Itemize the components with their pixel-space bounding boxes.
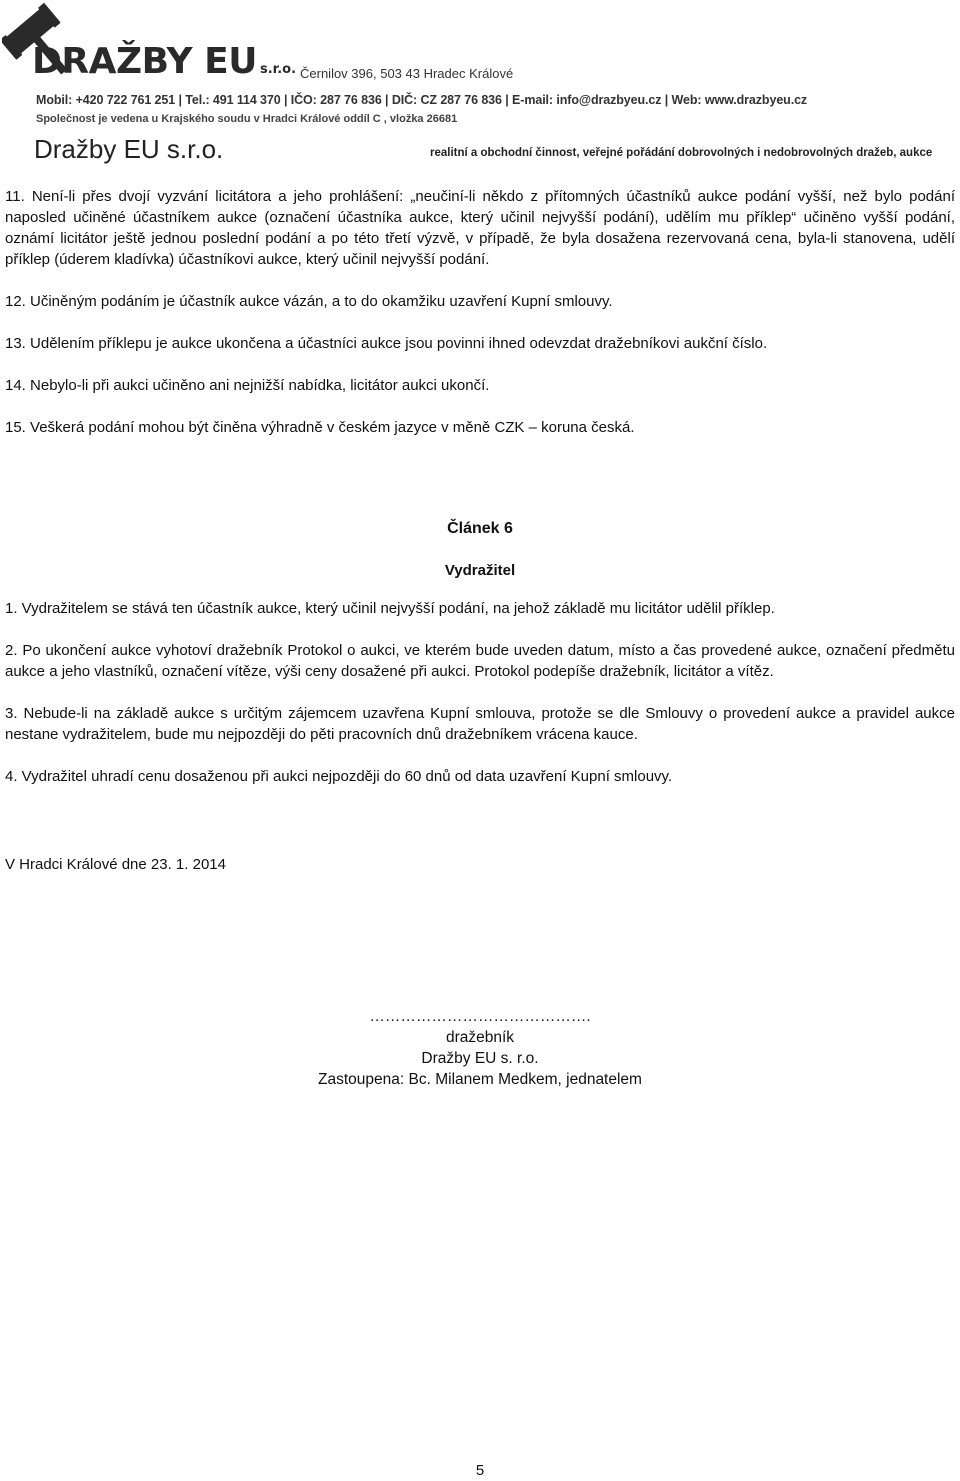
signature-dots: ……………………………………. xyxy=(369,1008,591,1025)
article-title: Článek 6 xyxy=(447,520,513,537)
tagline: realitní a obchodní činnost, veřejné pořádání dobrovolných i nedobrovolných dražeb, aukce xyxy=(430,147,933,159)
company-address: Černilov 396, 503 43 Hradec Králové xyxy=(300,66,514,81)
brand-logo-text xyxy=(32,41,297,82)
sub-brand: Dražby EU s.r.o. xyxy=(34,134,224,164)
brand-name: DRAŽBY EU xyxy=(32,41,257,82)
paragraph-15: 15. Veškerá podání mohou být činěna výhradně v českém jazyce v měně CZK – koruna česká. xyxy=(5,419,635,436)
terms-section xyxy=(5,186,955,459)
paragraph-13: 13. Udělením příklepu je aukce ukončena a účastníci aukce jsou povinni ihned odevzdat dražebníkovi aukční číslo. xyxy=(5,335,768,352)
signature-represented: Zastoupena: Bc. Milanem Medkem, jednatelem xyxy=(318,1071,642,1088)
brand-sro: s.r.o. xyxy=(259,62,297,77)
article-paragraph-1: 1. Vydražitelem se stává ten účastník aukce, který učinil nejvyšší podání, na jehož základě mu licitátor udělil příklep. xyxy=(5,600,775,617)
article-subtitle: Vydražitel xyxy=(444,562,516,579)
signature-block xyxy=(0,1006,960,1090)
article-paragraph-2: 2. Po ukončení aukce vyhotoví dražebník Protokol o aukci, ve kterém bude uveden datum, místo a čas provedené aukce, označení předmětu aukce a jeho vlastníků, označení vítěze, výši ceny dosažené při aukci. Protokol podepíše dražebník, licitátor a vítěz. xyxy=(5,642,955,680)
paragraph-14: 14. Nebylo-li při aukci učiněno ani nejnižší nabídka, licitátor aukci ukončí. xyxy=(5,377,490,394)
letterhead xyxy=(0,0,960,170)
paragraph-12: 12. Učiněným podáním je účastník aukce vázán, a to do okamžiku uzavření Kupní smlouvy. xyxy=(5,293,613,310)
register-info: Společnost je vedena u Krajského soudu v Hradci Králové oddíl C , vložka 26681 xyxy=(36,113,458,125)
article-6-body xyxy=(5,598,955,808)
signature-role: dražebník xyxy=(445,1029,515,1046)
paragraph-11: 11. Není-li přes dvojí vyzvání licitátora a jeho prohlášení: „neučiní-li někdo z přítomných účastníků aukce podání vyšší, než bylo podání naposled učiněné účastníkem aukce (označení účastníka aukce, který učinil nejvyšší podání), udělím mu příklep“ učiněno vyšší podání, oznámí licitátor ještě jednou poslední podání a po této třetí výzvě, v případě, že byla dosažena rezervovaná cena, byla-li stanovena, udělí příklep (úderem kladívka) účastníkovi aukce, který učinil nejvyšší podání. xyxy=(5,188,955,268)
date-line: V Hradci Králové dne 23. 1. 2014 xyxy=(5,856,226,873)
signature-company: Dražby EU s. r.o. xyxy=(421,1050,539,1067)
page-number: 5 xyxy=(475,1462,485,1479)
contact-info: Mobil: +420 722 761 251 | Tel.: 491 114 370 | IČO: 287 76 836 | DIČ: CZ 287 76 836 | E-mail: info@drazbyeu.cz | Web: www.drazbyeu.cz xyxy=(36,93,808,107)
article-paragraph-3: 3. Nebude-li na základě aukce s určitým zájemcem uzavřena Kupní smlouva, protože se dle Smlouvy o provedení aukce a pravidel aukce nestane vydražitelem, bude mu nejpozději do pěti pracovních dnů dražebníkem vrácena kauce. xyxy=(5,705,955,743)
article-paragraph-4: 4. Vydražitel uhradí cenu dosaženou při aukci nejpozději do 60 dnů od data uzavření Kupní smlouvy. xyxy=(5,768,673,785)
